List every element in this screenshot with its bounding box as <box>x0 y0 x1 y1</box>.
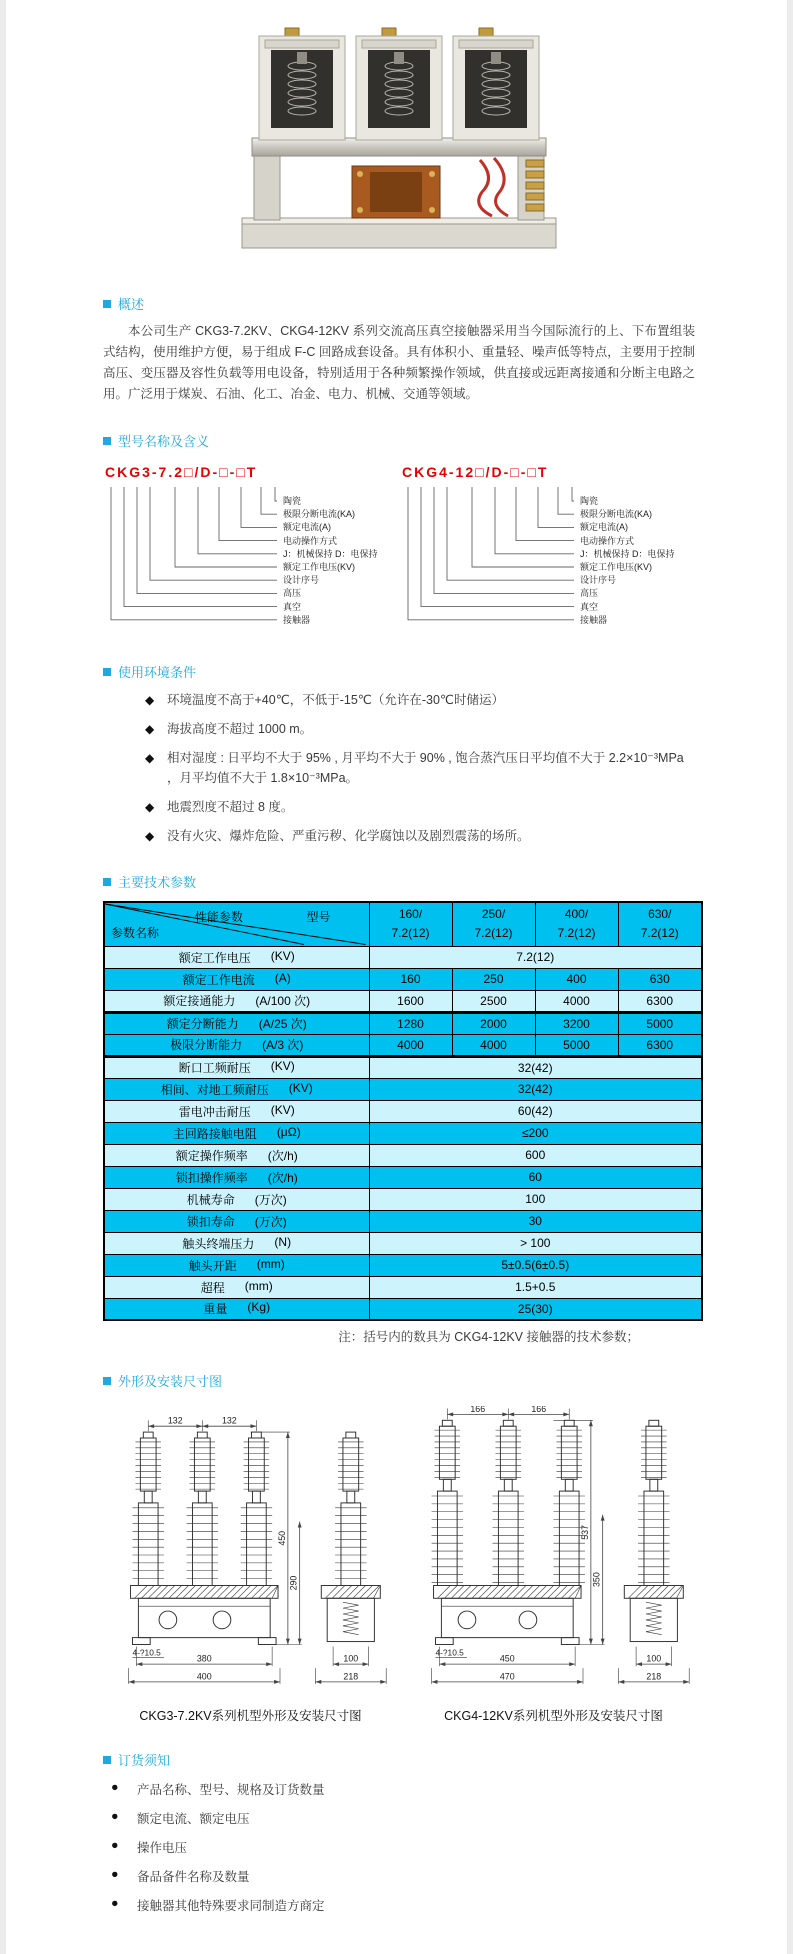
param-value-cell: 60(42) <box>369 1100 702 1122</box>
svg-text:166: 166 <box>470 1406 486 1414</box>
drawing-block-ckg3 <box>103 1406 398 1724</box>
svg-text:450: 450 <box>499 1653 515 1664</box>
environment-item <box>103 748 695 788</box>
model-label: 高压 <box>580 588 599 599</box>
param-name-cell: 额定操作频率 (次/h) <box>104 1144 369 1166</box>
table-row <box>104 1232 702 1254</box>
param-value-cell: 2500 <box>452 990 535 1012</box>
param-value-cell: 100 <box>369 1188 702 1210</box>
bullet-icon: ● <box>111 1896 119 1910</box>
table-row <box>104 1276 702 1298</box>
table-row <box>104 1210 702 1232</box>
environment-item <box>103 826 695 846</box>
ordering-item <box>103 1780 695 1798</box>
bullet-icon: ◆ <box>145 722 155 736</box>
param-name-cell: 断口工频耐压 (KV) <box>104 1056 369 1078</box>
section-header-environment <box>103 662 695 681</box>
section-header-overview <box>103 294 695 313</box>
param-name-cell: 触头终端压力 (N) <box>104 1232 369 1254</box>
table-note: 注：括号内的数具为 CKG4-12KV 接触器的技术参数； <box>338 1330 639 1344</box>
svg-text:537: 537 <box>579 1525 590 1540</box>
section-bullet-icon <box>103 878 111 886</box>
table-row <box>104 1144 702 1166</box>
section-title: 订货须知 <box>118 1753 171 1768</box>
drawing-caption: CKG3-7.2KV系列机型外形及安装尺寸图 <box>139 1709 362 1723</box>
environment-item <box>103 690 695 710</box>
param-value-cell: 630 <box>618 968 702 990</box>
column-header: 160/ 7.2(12) <box>369 902 452 946</box>
model-label: 电动操作方式 <box>580 535 635 546</box>
section-bullet-icon <box>103 300 111 308</box>
item-text: 接触器其他特殊要求同制造方商定 <box>137 1899 325 1913</box>
param-value-cell: 32(42) <box>369 1078 702 1100</box>
param-value-cell: 1280 <box>369 1012 452 1034</box>
item-text: 海拔高度不超过 1000 m。 <box>167 722 313 736</box>
param-name-cell: 额定分断能力 (A/25 次) <box>104 1012 369 1034</box>
document-page <box>6 0 787 1954</box>
ordering-item <box>103 1896 695 1914</box>
param-name-cell: 极限分断能力 (A/3 次) <box>104 1034 369 1056</box>
section-header-parameters <box>103 872 695 891</box>
param-value-cell: > 100 <box>369 1232 702 1254</box>
svg-text:132: 132 <box>221 1415 237 1426</box>
section-header-dimensions <box>103 1371 695 1390</box>
param-name-cell: 锁扣寿命 (万次) <box>104 1210 369 1232</box>
ordering-list <box>103 1780 695 1914</box>
section-bullet-icon <box>103 1756 111 1764</box>
dimension-drawing-ckg4 <box>406 1406 701 1706</box>
model-diagram-ckg4 <box>400 464 695 636</box>
param-value-cell: 30 <box>369 1210 702 1232</box>
model-label: 设计序号 <box>580 575 617 586</box>
pole-housings <box>259 28 539 140</box>
table-row <box>104 1056 702 1078</box>
item-text: 产品名称、型号、规格及订货数量 <box>137 1783 325 1797</box>
param-value-cell: 6300 <box>618 990 702 1012</box>
bullet-icon: ● <box>111 1780 119 1794</box>
table-header-row <box>104 902 702 946</box>
dimension-drawing-ckg3 <box>103 1406 398 1706</box>
param-value-cell: 5±0.5(6±0.5) <box>369 1254 702 1276</box>
item-text: 备品备件名称及数量 <box>137 1870 250 1884</box>
svg-text:350: 350 <box>591 1572 602 1587</box>
model-label: 陶瓷 <box>283 496 302 506</box>
corner-label: 型号 <box>306 910 331 924</box>
overview-paragraph: 本公司生产 CKG3-7.2KV、CKG4-12KV 系列交流高压真空接触器采用当今国际流行的上、下布置组装式结构，使用维护方便，易于组成 F-C 回路成套设备。具有体积小、重量轻、噪声低等特点，主要用于控制高压、变压器及容性负载等用电设备，特别适用于各种频繁操作领域，供直接或远距离接通和分断主电路之用。广泛用于煤炭、石油、化工、冶金、电力、机械、交通等领域。 <box>103 324 695 401</box>
param-value-cell: 4000 <box>369 1034 452 1056</box>
model-label: 陶瓷 <box>580 496 599 506</box>
item-text: 没有火灾、爆炸危险、严重污秽、化学腐蚀以及剧烈震荡的场所。 <box>167 829 530 843</box>
model-label: J：机械保持 D：电保持 <box>580 548 675 559</box>
param-value-cell: 60 <box>369 1166 702 1188</box>
corner-label: 性能参数 <box>195 910 244 924</box>
svg-text:4-?10.5: 4-?10.5 <box>132 1647 161 1658</box>
param-value-cell: 4000 <box>452 1034 535 1056</box>
table-row <box>104 968 702 990</box>
svg-text:166: 166 <box>531 1406 547 1414</box>
bullet-icon: ● <box>111 1838 119 1852</box>
model-label: 接触器 <box>283 614 311 625</box>
tech-table-head <box>104 902 702 946</box>
param-name-cell: 重量 (Kg) <box>104 1298 369 1320</box>
param-value-cell: ≤200 <box>369 1122 702 1144</box>
tech-params-table <box>103 901 703 1321</box>
dimension-drawings <box>103 1406 695 1724</box>
section-title: 使用环境条件 <box>118 665 197 680</box>
model-diagrams <box>103 464 695 636</box>
section-title: 概述 <box>118 297 145 312</box>
section-bullet-icon <box>103 668 111 676</box>
param-name-cell: 锁扣操作频率 (次/h) <box>104 1166 369 1188</box>
section-bullet-icon <box>103 437 111 445</box>
section-title: 型号名称及含义 <box>118 434 210 449</box>
model-label: 设计序号 <box>283 575 320 586</box>
table-row <box>104 1100 702 1122</box>
table-row <box>104 946 702 968</box>
table-row <box>104 1254 702 1276</box>
table-row <box>104 1078 702 1100</box>
model-code: CKG4-12□/D-□-□T <box>402 464 549 480</box>
param-name-cell: 相间、对地工频耐压 (KV) <box>104 1078 369 1100</box>
model-label: J：机械保持 D：电保持 <box>283 548 378 559</box>
drawing-block-ckg4 <box>406 1406 701 1724</box>
param-value-cell: 250 <box>452 968 535 990</box>
coil-block <box>352 166 440 218</box>
param-value-cell: 400 <box>535 968 618 990</box>
table-row <box>104 1298 702 1320</box>
svg-text:132: 132 <box>167 1415 183 1426</box>
param-name-cell: 超程 (mm) <box>104 1276 369 1298</box>
bullet-icon: ● <box>111 1809 119 1823</box>
svg-text:400: 400 <box>196 1671 212 1682</box>
item-text: 环境温度不高于+40℃，不低于-15℃（允许在-30℃时储运） <box>167 693 504 707</box>
param-value-cell: 3200 <box>535 1012 618 1034</box>
tech-table-body <box>104 946 702 1320</box>
ordering-item <box>103 1809 695 1827</box>
section-bullet-icon <box>103 1377 111 1385</box>
svg-text:100: 100 <box>646 1653 662 1664</box>
bullet-icon: ◆ <box>145 693 155 707</box>
svg-text:470: 470 <box>499 1671 515 1682</box>
table-corner-cell <box>104 902 369 946</box>
param-value-cell: 6300 <box>618 1034 702 1056</box>
section-header-ordering <box>103 1750 695 1769</box>
bullet-icon: ◆ <box>145 800 155 814</box>
param-value-cell: 5000 <box>535 1034 618 1056</box>
model-label: 接触器 <box>580 614 608 625</box>
svg-text:4-?10.5: 4-?10.5 <box>435 1647 464 1658</box>
param-value-cell: 600 <box>369 1144 702 1166</box>
param-value-cell: 1.5+0.5 <box>369 1276 702 1298</box>
param-value-cell: 7.2(12) <box>369 946 702 968</box>
svg-text:100: 100 <box>343 1653 359 1664</box>
table-row <box>104 990 702 1012</box>
bullet-icon: ◆ <box>145 829 155 843</box>
environment-list <box>103 690 695 846</box>
model-diagram-ckg3 <box>103 464 398 636</box>
column-header: 400/ 7.2(12) <box>535 902 618 946</box>
item-text: 相对湿度 : 日平均不大于 95% , 月平均不大于 90% , 饱合蒸汽压日平均值不大于 2.2×10⁻³MPa ，月平均值不大于 1.8×10⁻³MPa。 <box>167 751 684 785</box>
param-name-cell: 主回路接触电阻 (μΩ) <box>104 1122 369 1144</box>
param-value-cell: 25(30) <box>369 1298 702 1320</box>
ordering-item <box>103 1838 695 1856</box>
item-text: 操作电压 <box>137 1841 188 1855</box>
section-header-model <box>103 431 695 450</box>
item-text: 额定电流、额定电压 <box>137 1812 250 1826</box>
column-header: 250/ 7.2(12) <box>452 902 535 946</box>
param-name-cell: 雷电冲击耐压 (KV) <box>104 1100 369 1122</box>
model-label: 额定工作电压(KV) <box>283 562 356 572</box>
svg-text:450: 450 <box>276 1530 287 1546</box>
model-label: 极限分断电流(KA) <box>580 509 653 520</box>
table-row <box>104 1166 702 1188</box>
model-label: 额定电流(A) <box>283 522 331 533</box>
bullet-icon: ◆ <box>145 751 155 765</box>
environment-item <box>103 797 695 817</box>
param-value-cell: 160 <box>369 968 452 990</box>
product-photo-image <box>234 22 564 254</box>
param-name-cell: 额定工作电流 (A) <box>104 968 369 990</box>
product-photo <box>234 22 564 254</box>
section-title: 外形及安装尺寸图 <box>118 1374 223 1389</box>
param-value-cell: 32(42) <box>369 1056 702 1078</box>
bullet-icon: ● <box>111 1867 119 1881</box>
model-label: 极限分断电流(KA) <box>283 509 356 520</box>
table-row <box>104 1034 702 1056</box>
svg-text:290: 290 <box>288 1575 299 1591</box>
column-header: 630/ 7.2(12) <box>618 902 702 946</box>
model-label: 电动操作方式 <box>283 535 338 546</box>
model-label: 真空 <box>283 601 302 612</box>
model-code: CKG3-7.2□/D-□-□T <box>105 464 258 480</box>
ordering-item <box>103 1867 695 1885</box>
table-row <box>104 1122 702 1144</box>
param-value-cell: 4000 <box>535 990 618 1012</box>
table-row <box>104 1188 702 1210</box>
param-value-cell: 5000 <box>618 1012 702 1034</box>
corner-label: 参数名称 <box>111 925 160 940</box>
param-name-cell: 额定接通能力 (A/100 次) <box>104 990 369 1012</box>
environment-item <box>103 719 695 739</box>
param-name-cell: 机械寿命 (万次) <box>104 1188 369 1210</box>
param-value-cell: 2000 <box>452 1012 535 1034</box>
model-label: 额定电流(A) <box>580 522 628 533</box>
wires <box>479 158 508 216</box>
model-label: 真空 <box>580 601 599 612</box>
item-text: 地震烈度不超过 8 度。 <box>167 800 294 814</box>
param-name-cell: 触头开距 (mm) <box>104 1254 369 1276</box>
param-name-cell: 额定工作电压 (KV) <box>104 946 369 968</box>
model-label: 额定工作电压(KV) <box>580 562 653 572</box>
model-label: 高压 <box>283 588 302 599</box>
svg-text:218: 218 <box>343 1671 359 1682</box>
table-row <box>104 1012 702 1034</box>
svg-text:218: 218 <box>646 1671 662 1682</box>
svg-text:380: 380 <box>196 1653 212 1664</box>
drawing-caption: CKG4-12KV系列机型外形及安装尺寸图 <box>444 1709 663 1723</box>
section-title: 主要技术参数 <box>118 875 197 890</box>
param-value-cell: 1600 <box>369 990 452 1012</box>
